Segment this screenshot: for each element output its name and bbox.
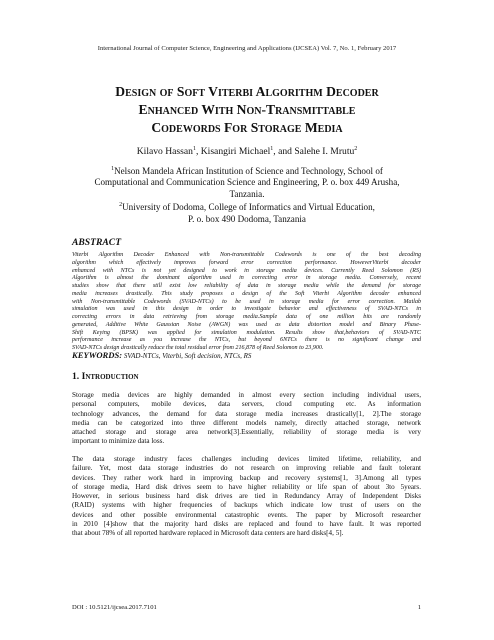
doi-text: DOI : 10.5121/ijcsea.2017.7101 [72,604,157,611]
abstract-line: algorithm which effectively improves forward error correction performance. HoweverViterbi decoder [72,259,421,266]
abstract-line: Shift Keying (BPSK) was applied for simulation modulation. Results show that,behaviors of SVAD-NTC [72,329,421,336]
intro-paragraph-2 [72,455,421,539]
affiliation-mark: 2 [354,146,358,152]
paragraph-line: However, in serious business hard disk drives are tied in Redundancy Array of Independent Disks [72,492,421,501]
abstract-heading: ABSTRACT [72,237,122,248]
journal-header: International Journal of Computer Science, Engineering and Applications (IJCSEA) Vol. 7, No. 1, February 2017 [97,45,397,52]
paragraph-line: The data storage industry faces challenges including devices limited lifetime, reliability, and [72,455,421,463]
affiliation-text: Nelson Mandela African Institution of Science and Technology, School of [114,166,383,177]
affiliation-line: Computational and Communication Science and Engineering, P. o. box 449 Arusha, [94,177,400,188]
abstract-line: simulation was used in this design in order to investigate behavior and effectiveness of SVAD-NTCs in [72,306,421,313]
paragraph-line: failure. Yet, most data storage industries do not research on improving reliable and fault tolerant [72,464,421,473]
paragraph-line: personal computers, mobile devices, data servers, cloud computing etc. As information [72,400,421,409]
affiliation-line [70,200,424,213]
affiliation-line: P. o. box 490 Dodoma, Tanzania [188,213,306,224]
affiliation-mark: 1 [192,146,196,152]
affiliation-line [70,164,424,177]
paragraph-line: devices and other possible environmental catastrophic events. The paper by Microsoft researcher [72,510,421,519]
affiliation-mark: 2 [119,202,123,209]
title-line: Codewords For Storage Media [151,120,343,135]
page-number: 1 [417,604,421,611]
paragraph-line: attached storage and storage area network[3].Essentially, reliability of storage media is very [72,428,421,437]
paragraph-line: of storage media, Hard disk drives seem to have higher reliability or life span of about 3to 5years. [72,482,421,491]
abstract-line: media increases drastically. This study proposes a design of the Soft Viterbi Algorithm decoder enhanced [72,290,421,297]
paragraph-line: Storage media devices are highly demanded in almost every section including individual users, [72,391,421,399]
affiliation-mark: 1 [270,146,274,152]
title-line: Enhanced With Non-Transmittable [138,102,356,117]
abstract-body [72,252,421,353]
abstract-line: studies show that there still exist low reliability of data in storage media while the demand for storage [72,283,421,289]
title-line: Design of Soft Viterbi Algorithm Decoder [115,84,379,99]
paragraph-line: that about 78% of all reported hardware replaced in Microsoft data centers are hard disks[4, 5]. [72,529,344,538]
paragraph-line: in 2010 [4]show that the majority hard disks are replaced and found to have fault. It was reported [72,520,421,529]
paragraph-line: devices. They rather work hard in improving backup and recovery systems[1, 3].Among all types [72,473,421,482]
abstract-line: with Non-transmittable Codewords (SVAD-NTCs) to be used in storage media for error correction. Matlab [72,298,421,305]
keywords-label: KEYWORDS: [72,350,123,360]
abstract-line: SVAD-NTCs design drastically reduce the total residual error from 216,878 of Reed Solomon to 23,900. [72,345,324,351]
author-name: Kisangiri Michael [200,146,271,158]
keywords-text: SVAD-NTCs, Viterbi, Soft decision, NTCs, RS [123,352,252,360]
abstract-line: Viterbi Algorithm Decoder Enhanced with Non-transmittable Codewords is one of the best decoding [72,252,421,258]
section-heading-introduction: 1. Introduction [72,371,139,382]
paragraph-line: important to minimize data loss. [72,437,165,446]
author-name: and Salehe I. Mrutu [278,146,355,158]
abstract-line: correcting errors in data retrieving from storage media.Sample data of one million bits are randomly [72,314,421,320]
abstract-line: enhanced with NTCs is not yet designed to work in storage media devices. Currently Reed Solomon (RS) [72,267,421,274]
intro-paragraph-1 [72,391,421,447]
affiliations [70,164,424,225]
author-name: Kilavo Hassan [136,146,193,158]
paper-title [40,83,454,137]
abstract-line: generated, Additive White Gaussian Noise (AWGN) was used as data distortion model and Binary Phase- [72,321,421,328]
author-list: Kilavo Hassan$^1$, Kisangiri Michael$^1$, and Salehe I. Mrutu$^2$ [136,146,358,158]
paragraph-line: technology advances, the demand for data storage media increases drastically[1, 2].The storage [72,409,421,418]
affiliation-line: Tanzania. [229,188,265,199]
abstract-line: Algorithm is almost the dominant algorithm used in correcting error in storage media. Conversely, recent [72,275,421,282]
affiliation-text: University of Dodoma, College of Informatics and Virtual Education, [122,202,375,213]
affiliation-mark: 1 [111,166,115,172]
keywords [72,350,251,360]
abstract-line: performance increase as you increase the NTCs, but beyond 6NTCs there is no significant change and [72,337,421,344]
paragraph-line: (RAID) systems with higher frequencies of backups which indicate low trust of users on the [72,501,421,510]
paragraph-line: media can be categorized into three different models namely, directly attached storage, network [72,418,421,427]
